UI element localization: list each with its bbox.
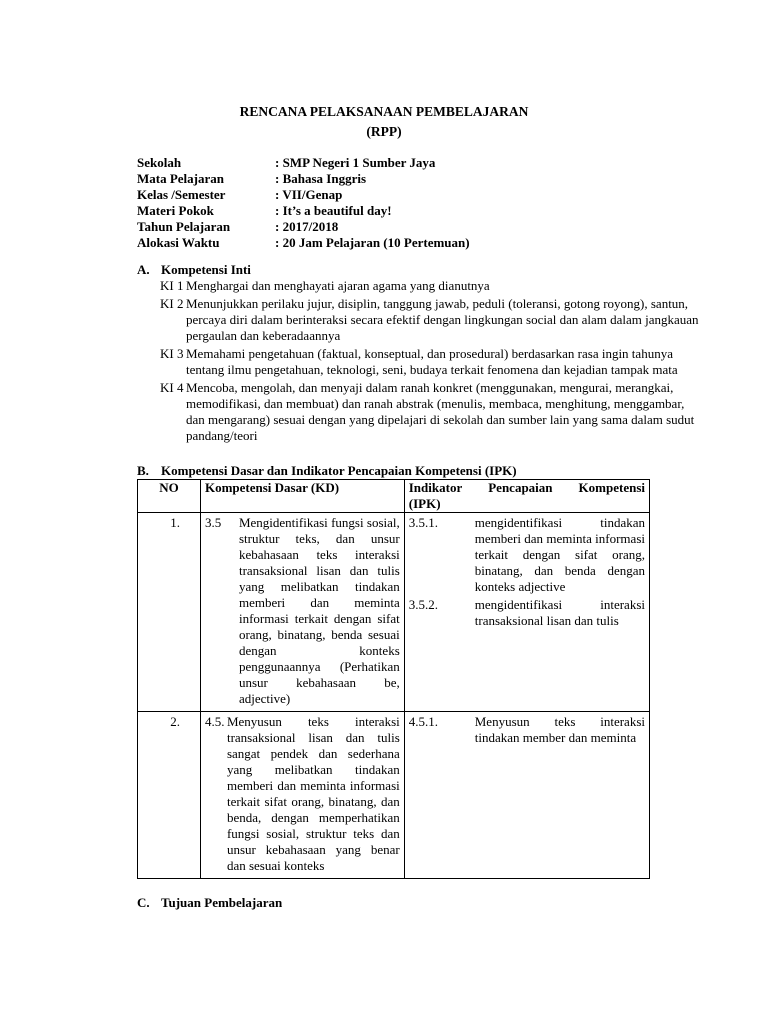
identity-label: Alokasi Waktu [137, 235, 220, 250]
ki-code: KI 4 [160, 380, 184, 395]
identity-value: : 2017/2018 [275, 219, 339, 234]
identity-row-school [137, 155, 657, 171]
section-title: Kompetensi Inti [161, 262, 251, 277]
header-no: NO [138, 480, 201, 513]
kd-number: 4.5. [204, 714, 225, 729]
kd-cell [200, 712, 404, 879]
list-item [160, 380, 700, 444]
identity-block [137, 155, 657, 251]
table-header-row [138, 480, 650, 513]
identity-row-subject [137, 171, 657, 187]
section-letter: B. [137, 463, 149, 478]
identity-value: : SMP Negeri 1 Sumber Jaya [275, 155, 436, 170]
section-a-heading [137, 262, 251, 278]
ipk-text: mengidentifikasi tindakan memberi dan meminta informasi terkait dengan sifat orang, binatang, dan benda dengan konteks adjective [474, 515, 645, 594]
header-ipk-word: Pencapaian [488, 480, 553, 495]
kd-text: Mengidentifikasi fungsi sosial, struktur teks, dan unsur kebahasaan teks interaksi transaksional lisan dan tulis yang melibatkan tindakan memberi dan meminta informasi terkait dengan sifat orang, binatang, benda sesuai dengan konteks penggunaannya (Perhatikan unsur kebahasaan be, adjective) [238, 515, 400, 706]
kd-item [205, 515, 400, 707]
ki-text: Mencoba, mengolah, dan menyaji dalam ranah konkret (menggunakan, mengurai, merangkai, memodifikasi, dan membuat) dan ranah abstrak (menulis, membaca, menghitung, menggambar, dan mengarang) sesuai dengan yang dipelajari di sekolah dan sumber lain yang sama dalam sudut pandang/teori [186, 380, 695, 443]
ipk-number: 3.5.1. [408, 515, 438, 530]
ki-code: KI 1 [160, 278, 184, 293]
identity-value: : VII/Genap [275, 187, 343, 202]
row-number: 1. [138, 513, 201, 712]
ipk-text: mengidentifikasi interaksi transaksional lisan dan tulis [474, 597, 645, 628]
ki-code: KI 3 [160, 346, 184, 361]
ipk-number: 4.5.1. [408, 714, 438, 729]
kd-cell [200, 513, 404, 712]
identity-row-time [137, 235, 657, 251]
header-ipk-word: Indikator [408, 480, 463, 495]
ki-text: Menghargai dan menghayati ajaran agama yang dianutnya [186, 278, 490, 293]
title-line-1: RENCANA PELAKSANAAN PEMBELAJARAN [239, 104, 529, 119]
section-title: Tujuan Pembelajaran [161, 895, 283, 910]
title-line-2: (RPP) [366, 124, 402, 139]
header-kd: Kompetensi Dasar (KD) [200, 480, 404, 513]
table-row [138, 712, 650, 879]
identity-row-topic [137, 203, 657, 219]
identity-label: Materi Pokok [137, 203, 214, 218]
section-letter: A. [137, 262, 150, 277]
core-competency-list [160, 278, 700, 446]
identity-label: Tahun Pelajaran [137, 219, 231, 234]
identity-value: : Bahasa Inggris [275, 171, 367, 186]
header-ipk-line-1 [409, 480, 645, 496]
ipk-item [409, 597, 645, 629]
header-ipk-word: Kompetensi [578, 480, 645, 495]
identity-row-class [137, 187, 657, 203]
list-item [160, 278, 700, 294]
ipk-text: Menyusun teks interaksi tindakan member dan meminta [474, 714, 645, 745]
competency-table [137, 479, 650, 879]
header-ipk-line-2: (IPK) [408, 496, 441, 511]
ipk-cell [404, 513, 649, 712]
list-item [160, 346, 700, 378]
list-item [160, 296, 700, 344]
section-c-heading [137, 895, 282, 911]
identity-label: Kelas /Semester [137, 187, 226, 202]
identity-label: Sekolah [137, 155, 182, 170]
ipk-number: 3.5.2. [408, 597, 438, 612]
table-row [138, 513, 650, 712]
section-title: Kompetensi Dasar dan Indikator Pencapaian Kompetensi (IPK) [161, 463, 517, 478]
ki-text: Memahami pengetahuan (faktual, konseptual, dan prosedural) berdasarkan rasa ingin tahunya tentang ilmu pengetahuan, teknologi, seni, budaya terkait fenomena dan kejadian tampak mata [186, 346, 678, 377]
ki-text: Menunjukkan perilaku jujur, disiplin, tanggung jawab, peduli (toleransi, gotong royong), santun, percaya diri dalam berinteraksi secara efektif dengan lingkungan social dan alam dalam jangkauan pergaulan dan keberadaannya [186, 296, 699, 343]
identity-value: : 20 Jam Pelajaran (10 Pertemuan) [275, 235, 470, 250]
document-title [0, 102, 768, 142]
identity-value: : It’s a beautiful day! [275, 203, 392, 218]
header-ipk [404, 480, 649, 513]
kd-text: Menyusun teks interaksi transaksional lisan dan tulis sangat pendek dan sederhana yang melibatkan tindakan memberi dan meminta informasi terkait sifat orang, binatang, dan benda, dengan memperhatikan fungsi sosial, struktur teks dan unsur kebahasaan yang benar dan sesuai konteks [226, 714, 400, 873]
ipk-item [409, 714, 645, 746]
row-number: 2. [138, 712, 201, 879]
ipk-item [409, 515, 645, 595]
ipk-cell [404, 712, 649, 879]
ki-code: KI 2 [160, 296, 184, 311]
identity-label: Mata Pelajaran [137, 171, 225, 186]
section-b-heading [137, 463, 517, 479]
kd-number: 3.5 [204, 515, 222, 530]
section-letter: C. [137, 895, 150, 910]
kd-item [205, 714, 400, 874]
identity-row-year [137, 219, 657, 235]
